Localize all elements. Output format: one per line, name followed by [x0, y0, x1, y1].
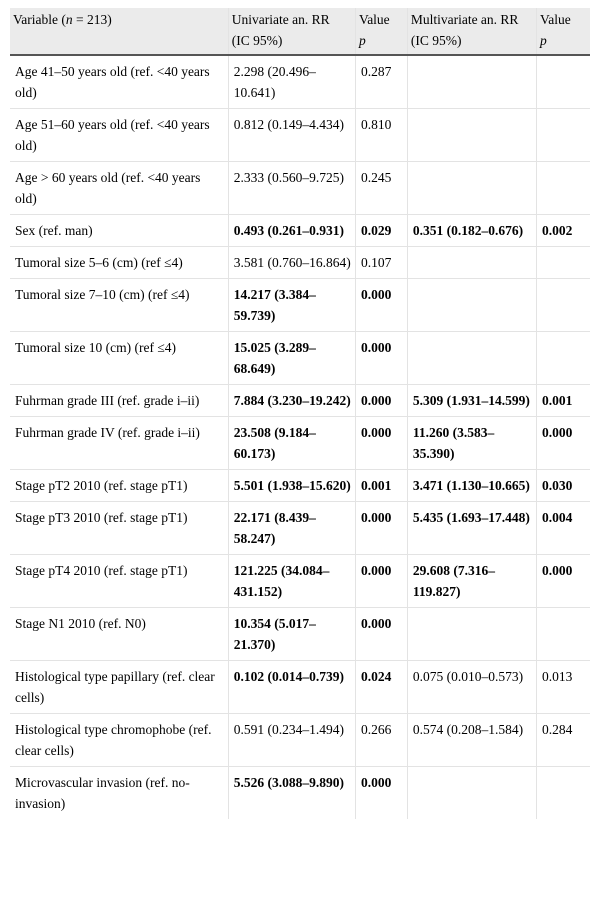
- table-row: [10, 502, 590, 555]
- cell-p-multivariate: 0.030: [537, 470, 590, 502]
- table-row: [10, 661, 590, 714]
- cell-univariate: 0.591 (0.234–1.494): [228, 714, 355, 767]
- cell-multivariate: [407, 109, 536, 162]
- cell-p-multivariate: 0.013: [537, 661, 590, 714]
- cell-p-multivariate: [537, 247, 590, 279]
- cell-p-univariate: 0.000: [355, 279, 407, 332]
- cell-univariate: 121.225 (34.084–431.152): [228, 555, 355, 608]
- table-row: [10, 470, 590, 502]
- cell-p-multivariate: [537, 55, 590, 109]
- cell-variable: Histological type papillary (ref. clear cells): [10, 661, 228, 714]
- cell-multivariate: 11.260 (3.583–35.390): [407, 417, 536, 470]
- table-header-row: [10, 8, 590, 55]
- cell-multivariate: [407, 162, 536, 215]
- cell-variable: Microvascular invasion (ref. no-invasion): [10, 767, 228, 820]
- cell-univariate: 0.812 (0.149–4.434): [228, 109, 355, 162]
- table-row: [10, 109, 590, 162]
- cell-p-multivariate: 0.000: [537, 555, 590, 608]
- cell-p-multivariate: 0.000: [537, 417, 590, 470]
- table-row: [10, 608, 590, 661]
- header-value-p-2: Value p: [537, 8, 590, 55]
- cell-variable: Stage pT3 2010 (ref. stage pT1): [10, 502, 228, 555]
- cell-variable: Fuhrman grade III (ref. grade i–ii): [10, 385, 228, 417]
- cell-p-univariate: 0.810: [355, 109, 407, 162]
- cell-p-univariate: 0.000: [355, 608, 407, 661]
- cell-variable: Tumoral size 10 (cm) (ref ≤4): [10, 332, 228, 385]
- cell-p-univariate: 0.024: [355, 661, 407, 714]
- cell-p-univariate: 0.029: [355, 215, 407, 247]
- cell-p-univariate: 0.107: [355, 247, 407, 279]
- cell-p-univariate: 0.000: [355, 385, 407, 417]
- table-row: [10, 714, 590, 767]
- cell-p-multivariate: [537, 162, 590, 215]
- cell-p-univariate: 0.000: [355, 767, 407, 820]
- cell-p-multivariate: 0.004: [537, 502, 590, 555]
- cell-variable: Fuhrman grade IV (ref. grade i–ii): [10, 417, 228, 470]
- cell-multivariate: 5.435 (1.693–17.448): [407, 502, 536, 555]
- cell-multivariate: 3.471 (1.130–10.665): [407, 470, 536, 502]
- cell-multivariate: 5.309 (1.931–14.599): [407, 385, 536, 417]
- table-row: [10, 385, 590, 417]
- cell-p-multivariate: 0.284: [537, 714, 590, 767]
- cell-p-multivariate: [537, 109, 590, 162]
- cell-univariate: 5.526 (3.088–9.890): [228, 767, 355, 820]
- cell-multivariate: 0.351 (0.182–0.676): [407, 215, 536, 247]
- cell-univariate: 22.171 (8.439–58.247): [228, 502, 355, 555]
- cell-multivariate: [407, 608, 536, 661]
- cell-multivariate: [407, 279, 536, 332]
- cell-univariate: 0.102 (0.014–0.739): [228, 661, 355, 714]
- cell-variable: Histological type chromophobe (ref. clear cells): [10, 714, 228, 767]
- cell-variable: Age > 60 years old (ref. <40 years old): [10, 162, 228, 215]
- cell-univariate: 23.508 (9.184–60.173): [228, 417, 355, 470]
- cell-p-multivariate: [537, 332, 590, 385]
- cell-univariate: 15.025 (3.289–68.649): [228, 332, 355, 385]
- table-row: [10, 215, 590, 247]
- cell-variable: Stage pT2 2010 (ref. stage pT1): [10, 470, 228, 502]
- cell-p-univariate: 0.287: [355, 55, 407, 109]
- cell-variable: Sex (ref. man): [10, 215, 228, 247]
- cell-univariate: 14.217 (3.384–59.739): [228, 279, 355, 332]
- cell-variable: Stage pT4 2010 (ref. stage pT1): [10, 555, 228, 608]
- cell-multivariate: [407, 332, 536, 385]
- cell-p-univariate: 0.000: [355, 332, 407, 385]
- cell-multivariate: 0.075 (0.010–0.573): [407, 661, 536, 714]
- cell-p-multivariate: 0.001: [537, 385, 590, 417]
- table-row: [10, 247, 590, 279]
- cell-multivariate: [407, 767, 536, 820]
- header-variable: Variable (n = 213): [10, 8, 228, 55]
- cell-p-univariate: 0.266: [355, 714, 407, 767]
- table-row: [10, 767, 590, 820]
- results-table: [10, 8, 590, 819]
- cell-multivariate: [407, 55, 536, 109]
- table-row: [10, 55, 590, 109]
- cell-variable: Age 41–50 years old (ref. <40 years old): [15, 64, 210, 100]
- cell-p-multivariate: [537, 767, 590, 820]
- cell-multivariate: 0.574 (0.208–1.584): [407, 714, 536, 767]
- cell-variable: Tumoral size 7–10 (cm) (ref ≤4): [10, 279, 228, 332]
- cell-univariate: 0.493 (0.261–0.931): [228, 215, 355, 247]
- cell-p-univariate: 0.000: [355, 502, 407, 555]
- cell-variable: Age 51–60 years old (ref. <40 years old): [10, 109, 228, 162]
- cell-univariate: 5.501 (1.938–15.620): [228, 470, 355, 502]
- cell-variable: Stage N1 2010 (ref. N0): [10, 608, 228, 661]
- header-multivariate: Multivariate an. RR (IC 95%): [407, 8, 536, 55]
- table-row: [10, 279, 590, 332]
- cell-p-multivariate: [537, 279, 590, 332]
- table-row: [10, 417, 590, 470]
- table-row: [10, 162, 590, 215]
- cell-univariate: 2.298 (20.496–10.641): [228, 55, 355, 109]
- cell-p-multivariate: [537, 608, 590, 661]
- cell-p-univariate: 0.001: [355, 470, 407, 502]
- cell-p-multivariate: 0.002: [537, 215, 590, 247]
- table-row: [10, 332, 590, 385]
- cell-univariate: 7.884 (3.230–19.242): [228, 385, 355, 417]
- cell-p-univariate: 0.000: [355, 417, 407, 470]
- cell-univariate: 2.333 (0.560–9.725): [228, 162, 355, 215]
- header-value-p-1: Value p: [355, 8, 407, 55]
- cell-multivariate: 29.608 (7.316–119.827): [407, 555, 536, 608]
- cell-variable: Tumoral size 5–6 (cm) (ref ≤4): [10, 247, 228, 279]
- table-row: [10, 555, 590, 608]
- cell-univariate: 3.581 (0.760–16.864): [228, 247, 355, 279]
- cell-p-univariate: 0.245: [355, 162, 407, 215]
- header-univariate: Univariate an. RR (IC 95%): [228, 8, 355, 55]
- cell-p-univariate: 0.000: [355, 555, 407, 608]
- cell-multivariate: [407, 247, 536, 279]
- cell-univariate: 10.354 (5.017–21.370): [228, 608, 355, 661]
